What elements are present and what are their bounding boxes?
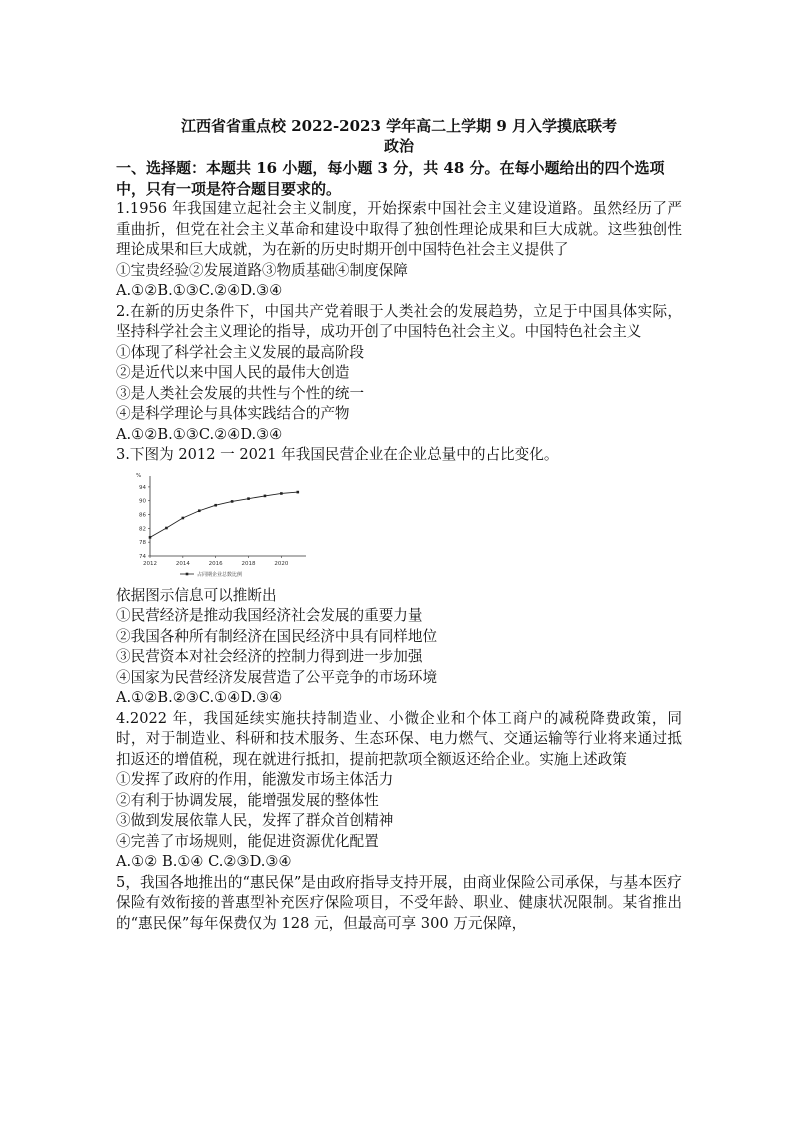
data-point — [296, 490, 299, 493]
answer-choices: A.①②B.①③C.②④D.③④ — [116, 282, 283, 299]
data-point — [149, 536, 152, 539]
private-enterprise-share-chart — [124, 470, 314, 580]
x-tick-label: 2012 — [143, 560, 157, 567]
question-item: ④完善了市场规则，能促进资源优化配置 — [116, 832, 379, 850]
question-4 — [116, 709, 682, 873]
question-stem: 2.在新的历史条件下，中国共产党着眼于人类社会的发展趋势，立足于中国具体实际，坚持科学社会主义理论的指导，成功开创了中国特色社会主义。中国特色社会主义 — [116, 302, 682, 340]
data-point — [214, 503, 217, 506]
legend-marker — [186, 572, 189, 575]
answer-choices: A.①②B.②③C.①④D.③④ — [116, 689, 283, 706]
question-stem: 3.下图为 2012 一 2021 年我国民营企业在企业总量中的占比变化。 — [116, 446, 559, 463]
data-point — [198, 509, 201, 512]
question-item: ①体现了科学社会主义发展的最高阶段 — [116, 343, 365, 361]
question-1 — [116, 199, 682, 302]
line-chart-svg — [124, 470, 314, 580]
question-item: ①民营经济是推动我国经济社会发展的重要力量 — [116, 607, 423, 624]
question-item: ④是科学理论与具体实践结合的产物 — [116, 405, 350, 422]
section-heading: 一、选择题：本题共 16 小题，每小题 3 分，共 48 分。在每小题给出的四个选项中，只有一项是符合题目要求的。 — [116, 159, 665, 198]
y-tick-label: 86 — [139, 512, 146, 519]
data-point — [264, 494, 267, 497]
x-tick-label: 2014 — [175, 560, 190, 567]
y-tick-label: 78 — [139, 539, 146, 546]
y-tick-label: 74 — [139, 553, 146, 560]
question-item: ③民营资本对社会经济的控制力得到进一步加强 — [116, 648, 423, 665]
question-item: ②是近代以来中国人民的最伟大创造 — [116, 364, 350, 381]
data-point — [247, 497, 250, 500]
answer-choices: A.①②B.①③C.②④D.③④ — [116, 425, 283, 443]
legend-label: 占同期企业总数比例 — [197, 571, 243, 578]
question-item: ②我国各种所有制经济在国民经济中具有同样地位 — [116, 627, 438, 645]
x-tick-label: 2020 — [274, 560, 289, 567]
question-stem: 4.2022 年，我国延续实施扶持制造业、小微企业和个体工商户的减税降费政策，同时，对于制造业、科研和技术服务、生态环保、电力燃气、交通运输等行业将来通过抵扣返还的增值税，现在就进行抵扣，提前把款项全额返还给企业。实施上述政策 — [116, 709, 682, 768]
question-item: ②有利于协调发展，能增强发展的整体性 — [116, 791, 379, 809]
y-axis-unit-label: % — [136, 472, 142, 479]
x-tick-label: 2016 — [208, 560, 223, 567]
question-lead: 依据图示信息可以推断出 — [116, 586, 277, 604]
question-item: ①发挥了政府的作用，能激发市场主体活力 — [116, 771, 394, 788]
y-tick-label: 90 — [139, 498, 146, 505]
question-3 — [116, 445, 682, 709]
question-item: ④国家为民营经济发展营造了公平竞争的市场环境 — [116, 668, 438, 686]
exam-title: 江西省省重点校 2022-2023 学年高二上学期 9 月入学摸底联考 — [180, 117, 618, 135]
x-tick-label: 2018 — [241, 560, 256, 567]
question-stem: 1.1956 年我国建立起社会主义制度，开始探索中国社会主义建设道路。虽然经历了严重曲折，但党在社会主义革命和建设中取得了独创性理论成果和巨大成就。这些独创性理论成果和巨大成就，为在新的历史时期开创中国特色社会主义提供了 — [116, 200, 682, 258]
exam-subject: 政治 — [383, 137, 414, 155]
question-items: ①宝贵经验②发展道路③物质基础④制度保障 — [116, 261, 408, 279]
y-tick-label: 94 — [139, 484, 146, 491]
question-2 — [116, 302, 682, 446]
data-point — [280, 492, 283, 495]
question-item: ③是人类社会发展的共性与个性的统一 — [116, 384, 365, 402]
data-point — [231, 500, 234, 503]
data-point — [165, 526, 168, 529]
series-line — [150, 492, 298, 537]
question-stem: 5，我国各地推出的“惠民保”是由政府指导支持开展，由商业保险公司承保，与基本医疗保险有效衔接的普惠型补充医疗保险项目，不受年龄、职业、健康状况限制。某省推出的“惠民保”每年保费仅为 128 元，但最高可享 300 万元保障， — [116, 873, 682, 932]
answer-choices: A.①② B.①④ C.②③D.③④ — [116, 853, 292, 870]
question-item: ③做到发展依靠人民，发挥了群众首创精神 — [116, 812, 394, 829]
exam-page — [116, 116, 682, 934]
y-tick-label: 82 — [139, 525, 146, 532]
data-point — [182, 516, 185, 519]
question-5 — [116, 873, 682, 935]
